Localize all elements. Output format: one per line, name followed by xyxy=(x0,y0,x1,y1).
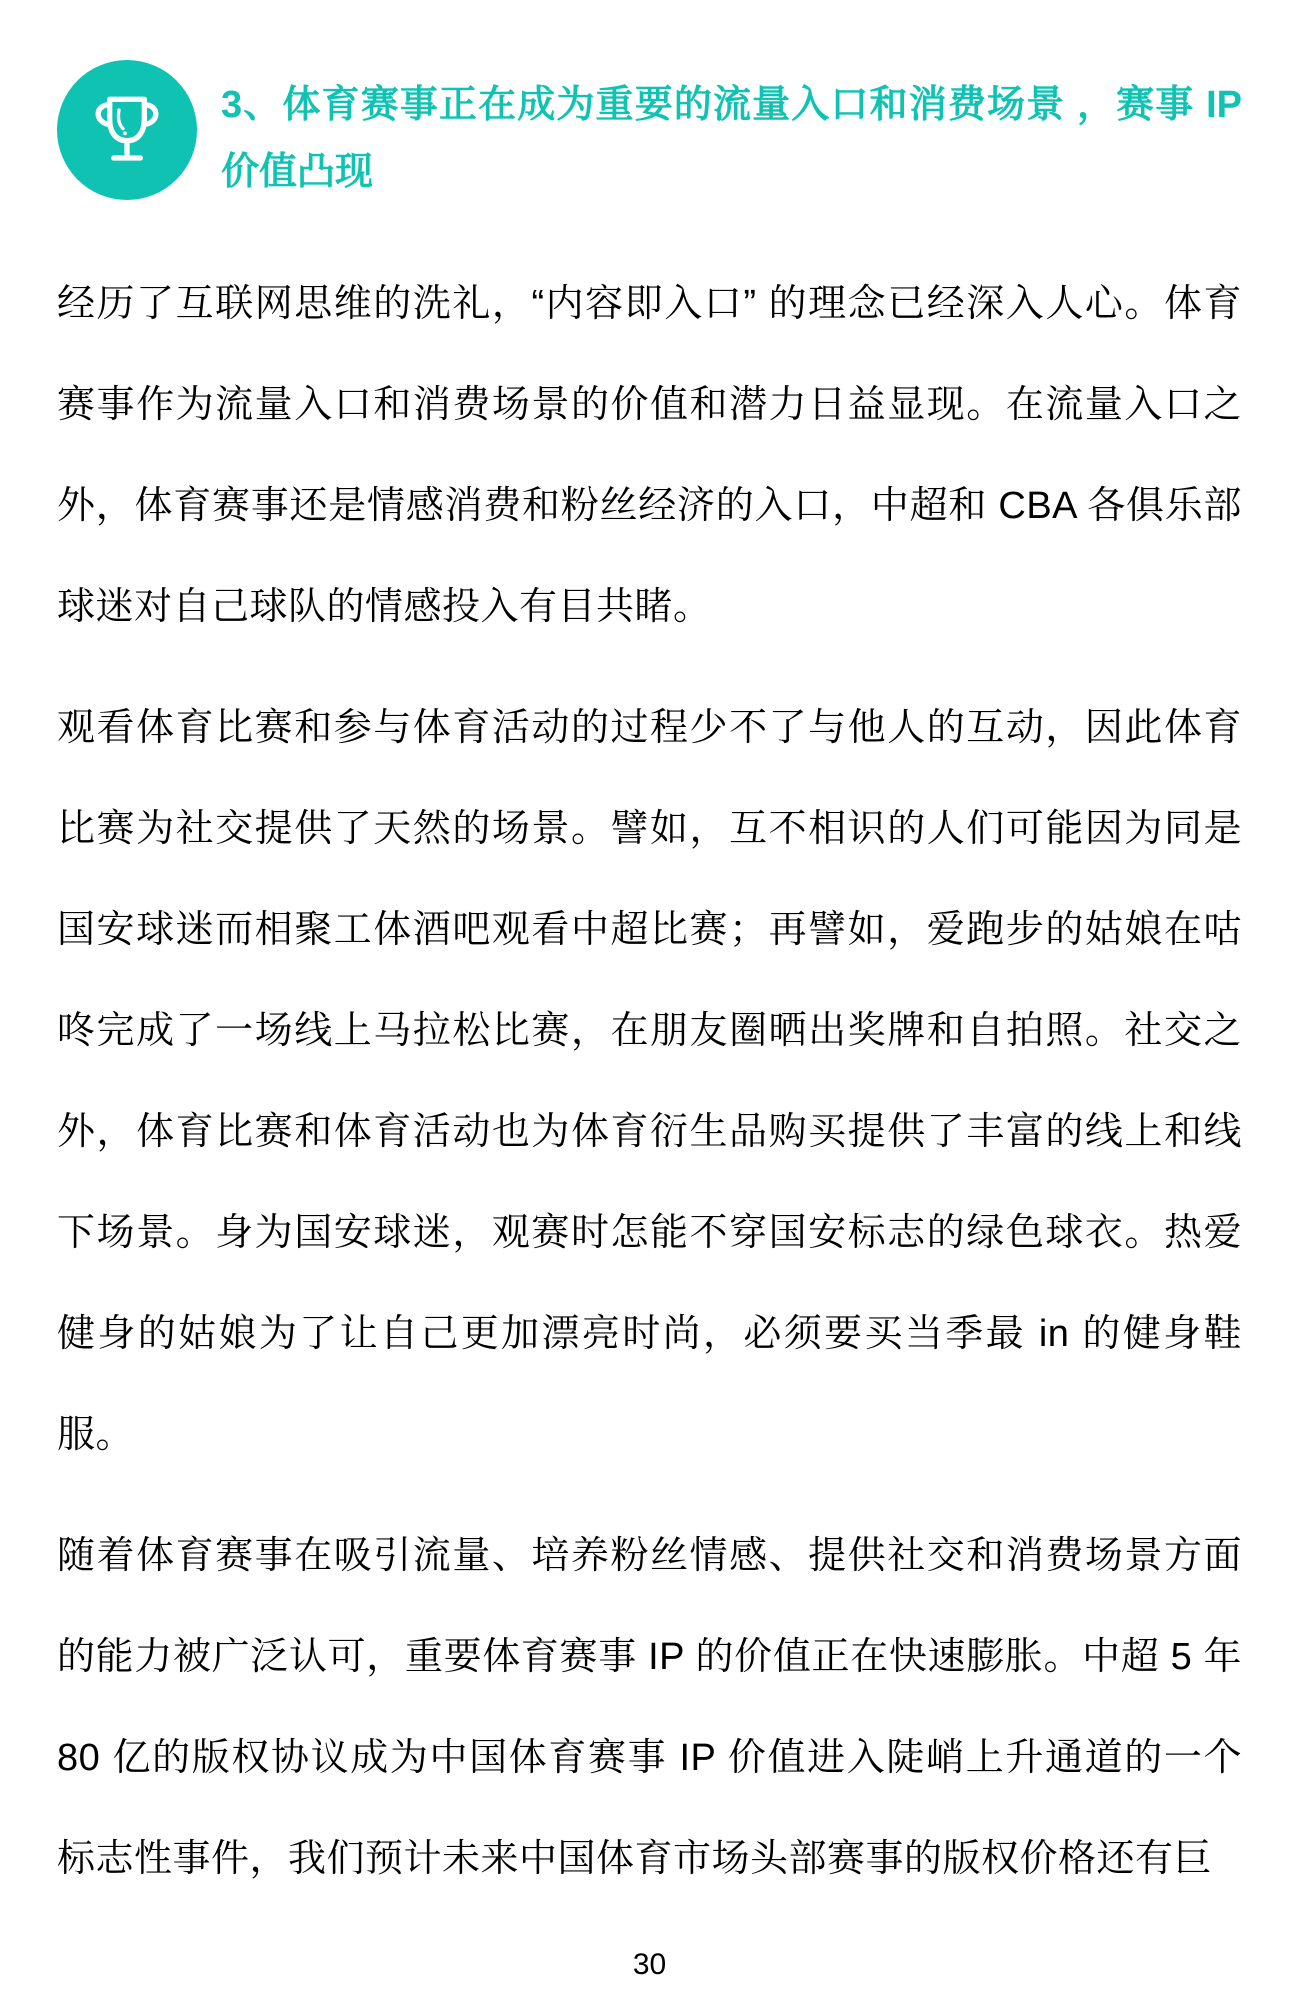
paragraph-social-scene: 观看体育比赛和参与体育活动的过程少不了与他人的互动，因此体育比赛为社交提供了天然的场景。譬如，互不相识的人们可能因为同是国安球迷而相聚工体酒吧观看中超比赛；再譬如，爱跑步的姑娘在咕咚完成了一场线上马拉松比赛，在朋友圈晒出奖牌和自拍照。社交之外，体育比赛和体育活动也为体育衍生品购买提供了丰富的线上和线下场景。身为国安球迷，观赛时怎能不穿国安标志的绿色球衣。热爱健身的姑娘为了让自己更加漂亮时尚，必须要买当季最 in 的健身鞋服。 xyxy=(57,707,1242,1456)
page-number: 30 xyxy=(632,1948,667,1981)
body-copy xyxy=(57,254,1242,1910)
paragraph-flow-entry: 经历了互联网思维的洗礼，“内容即入口” 的理念已经深入人心。体育赛事作为流量入口和消费场景的价值和潜力日益显现。在流量入口之外，体育赛事还是情感消费和粉丝经济的入口，中超和 CBA 各俱乐部球迷对自己球队的情感投入有目共睹。 xyxy=(57,283,1242,628)
section-heading xyxy=(57,60,1242,206)
section-title: 3、体育赛事正在成为重要的流量入口和消费场景 ，赛事 IP 价值凸现 xyxy=(221,84,1242,193)
paragraph-ip-value: 随着体育赛事在吸引流量、培养粉丝情感、提供社交和消费场景方面的能力被广泛认可，重要体育赛事 IP 的价值正在快速膨胀。中超 5 年 80 亿的版权协议成为中国体育赛事 IP 价值进入陡峭上升通道的一个标志性事件，我们预计未来中国体育市场头部赛事的版权价格还有巨 xyxy=(57,1535,1242,1880)
trophy-icon xyxy=(57,60,197,200)
